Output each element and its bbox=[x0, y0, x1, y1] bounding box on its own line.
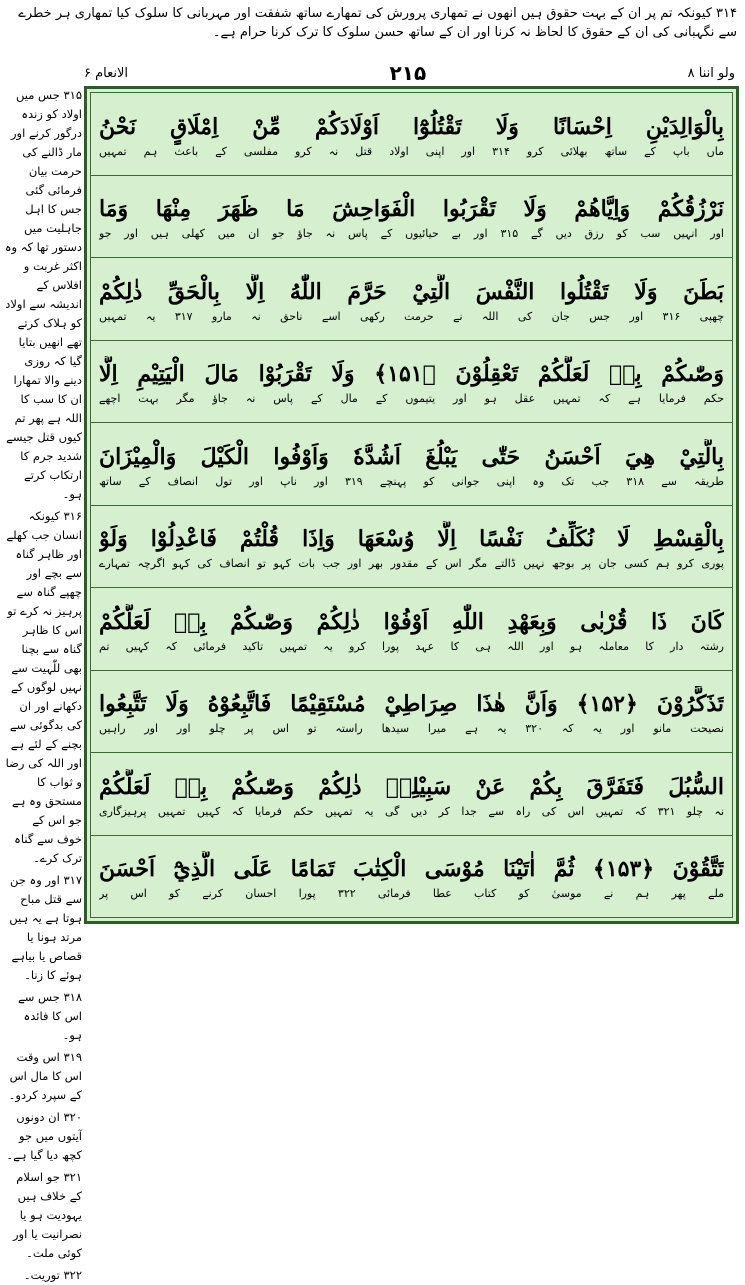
arabic-line: نَرْزُقُكُمْ وَاِيَّاهُمْ وَلَا تَقْرَبُوا الْفَوَاحِشَ مَا ظَهَرَ مِنْهَا وَمَا bbox=[99, 196, 724, 223]
urdu-translation: نہ چلو ۳۲۱ کہ تمہیں اس کی راہ سے جدا کر دیں گی یہ تمہیں حکم فرمایا کہ کہیں تمہیں پرہیزگاری bbox=[99, 804, 724, 818]
arabic-line: كَانَ ذَا قُرْبٰى وَبِعَهْدِ اللّٰهِ اَوْفُوْا ذٰلِكُمْ وَصّٰىكُمْ بِهٖ لَعَلَّكُمْ bbox=[99, 608, 724, 635]
page-header bbox=[84, 60, 735, 86]
verse-block bbox=[91, 423, 732, 505]
margin-notes bbox=[4, 86, 82, 1282]
verse-block bbox=[91, 258, 732, 340]
urdu-translation: طریقہ سے ۳۱۸ جب تک وہ اپنی جوانی کو پہنچے ۳۱۹ اور ناپ اور تول انصاف کے ساتھ bbox=[99, 474, 724, 488]
surah-label: الانعام ۶ bbox=[84, 65, 129, 81]
verse-block bbox=[91, 93, 732, 175]
urdu-translation: پوری کرو ہم کسی جان پر بوجھ نہیں ڈالتے مگر اس کے مقدور بھر اور جب بات کہو تو انصاف کی کہو اگرچہ تمہارے bbox=[99, 557, 724, 571]
arabic-line: السُّبُلَ فَتَفَرَّقَ بِكُمْ عَنْ سَبِيْلِهٖ ذٰلِكُمْ وَصّٰىكُمْ بِهٖ لَعَلَّكُمْ bbox=[99, 773, 724, 800]
verse-block bbox=[91, 176, 732, 258]
urdu-translation: چھپی ۳۱۶ اور جس جان کی اللہ نے حرمت رکھی اسے ناحق نہ مارو ۳۱۷ یہ تمہیں bbox=[99, 309, 724, 323]
arabic-line: بِالْقِسْطِ لَا نُكَلِّفُ نَفْسًا اِلَّا وُسْعَهَا وَاِذَا قُلْتُمْ فَاعْدِلُوْا وَلَوْ bbox=[99, 526, 724, 553]
urdu-translation: اور انہیں سب کو رزق دیں گے ۳۱۵ اور بے حیائیوں کے پاس نہ جاؤ جو ان میں کھلی ہیں اور جو bbox=[99, 227, 724, 241]
juz-label: ولو اننا ۸ bbox=[687, 65, 735, 81]
margin-note: ۳۱۷ اور وہ جن سے قتل مباح ہوتا ہے یہ ہیں مرتد ہونا یا قصاص یا بیاہے ہوئے کا زنا۔ bbox=[9, 873, 82, 982]
verse-block bbox=[91, 506, 732, 588]
verse-frame bbox=[84, 86, 739, 924]
verse-block bbox=[91, 836, 732, 918]
arabic-line: تَذَكَّرُوْنَ ﴿۱۵۲﴾ وَاَنَّ هٰذَا صِرَاطِيْ مُسْتَقِيْمًا فَاتَّبِعُوْهُ وَلَا تَتَّبِعُوا bbox=[99, 691, 724, 718]
urdu-translation: حکم فرمایا ہے کہ تمہیں عقل ہو اور یتیموں کے مال کے پاس نہ جاؤ مگر بہت اچھے bbox=[99, 392, 724, 406]
verse-block bbox=[91, 588, 732, 670]
arabic-line: بِالْوَالِدَيْنِ اِحْسَانًا وَلَا تَقْتُلُوْٓا اَوْلَادَكُمْ مِّنْ اِمْلَاقٍ نَحْنُ bbox=[99, 113, 724, 140]
urdu-translation: ملے پھر ہم نے موسیٰ کو کتاب عطا فرمائی ۳۲۲ پورا احسان کرنے کو اس پر bbox=[99, 887, 724, 901]
top-footnote: ۳۱۴ کیونکہ تم پر ان کے بہت حقوق ہیں انھوں نے تمھاری پرورش کی تمھارے ساتھ شفقت اور مہربانی کا سلوک کیا تمھاری ہر خطرے سے نگہبانی کی ان کے حقوق کا لحاظ نہ کرنا اور ان کے ساتھ حسن سلوک کا ترک کرنا حرام ہے۔ bbox=[18, 6, 737, 40]
margin-note: ۳۱۸ جس سے اس کا فائدہ ہو۔ bbox=[18, 990, 82, 1042]
urdu-translation: ماں باپ کے ساتھ بھلائی کرو ۳۱۴ اور اپنی اولاد قتل نہ کرو مفلسی کے باعث ہم تمہیں bbox=[99, 144, 724, 158]
arabic-line: تَتَّقُوْنَ ﴿۱۵۳﴾ ثُمَّ اٰتَيْنَا مُوْسَى الْكِتٰبَ تَمَامًا عَلَى الَّذِيْٓ اَحْسَنَ bbox=[99, 856, 724, 883]
arabic-line: بَطَنَ وَلَا تَقْتُلُوا النَّفْسَ الَّتِيْ حَرَّمَ اللّٰهُ اِلَّا بِالْحَقِّ ذٰلِكُمْ bbox=[99, 278, 724, 305]
urdu-translation: نصیحت مانو اور یہ کہ ۳۲۰ یہ ہے میرا سیدھا راستہ تو اس پر چلو اور اور راہیں bbox=[99, 722, 724, 736]
margin-note: ۳۱۶ کیونکہ انسان جب کھلے اور ظاہر گناہ سے بچے اور چھپے گناہ سے پرہیز نہ کرے تو اس کا ظاہر گناہ سے بچنا بھی للّٰہیت سے نہیں لوگوں کے دکھانے اور ان کی بدگوئی سے بچنے کے لئے ہے اور اللہ کی رضا و ثواب کا مستحق وہ ہے جو اس کے خوف سے گناہ ترک کرے۔ bbox=[5, 509, 82, 865]
arabic-line: وَصّٰىكُمْ بِهٖ لَعَلَّكُمْ تَعْقِلُوْنَ ﴿۱۵۱﴾ وَلَا تَقْرَبُوْا مَالَ الْيَتِيْمِ اِلَّا bbox=[99, 361, 724, 388]
margin-note: ۳۱۹ اس وقت اس کا مال اس کے سپرد کردو۔ bbox=[8, 1050, 82, 1102]
margin-note: ۳۲۰ ان دونوں آیتوں میں جو کچھ دیا گیا ہے۔ bbox=[6, 1110, 82, 1162]
urdu-translation: رشتہ دار کا معاملہ ہو اور اللہ ہی کا عہد پورا کرو یہ تمہیں تاکید فرمائی کہ کہیں تم bbox=[99, 639, 724, 653]
margin-note: ۳۲۱ جو اسلام کے خلاف ہیں یہودیت ہو یا نصرانیت یا اور کوئی ملت۔ bbox=[13, 1170, 82, 1260]
verse-block bbox=[91, 671, 732, 753]
page-number: ۲۱۵ bbox=[389, 61, 427, 85]
margin-note: ۳۱۵ جس میں اولاد کو زندہ درگور کرنے اور مار ڈالنے کی حرمت بیان فرمائی گئی جس کا اہل جاہلیت میں دستور تھا کہ وہ اکثر غربت و افلاس کے اندیشہ سے اولاد کو ہلاک کرتے تھے انھیں بتایا گیا کہ روزی دینے والا تمھارا ان کا سب کا اللہ ہے پھر تم کیوں قتل جیسے شدید جرم کا ارتکاب کرتے ہو۔ bbox=[4, 88, 82, 501]
verse-panel bbox=[90, 92, 733, 918]
margin-note: ۳۲۲ توریت۔ bbox=[23, 1268, 82, 1282]
verse-block bbox=[91, 341, 732, 423]
arabic-line: بِالَّتِيْ هِيَ اَحْسَنُ حَتّٰى يَبْلُغَ اَشُدَّهٗ وَاَوْفُوا الْكَيْلَ وَالْمِيْزَانَ bbox=[99, 443, 724, 470]
verse-block bbox=[91, 753, 732, 835]
